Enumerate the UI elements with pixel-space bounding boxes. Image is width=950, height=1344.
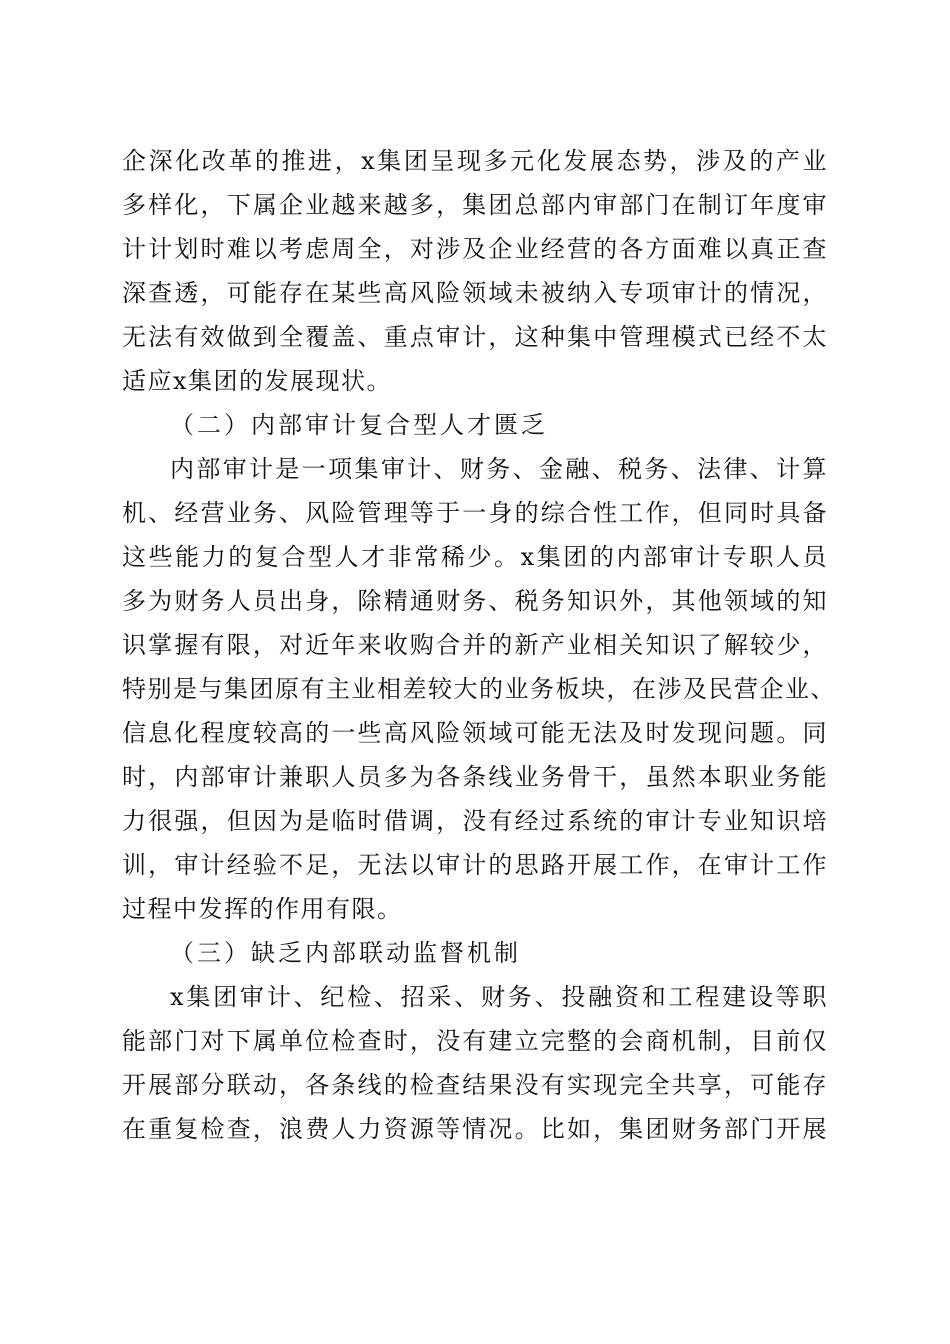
text-line: 深查透，可能存在某些高风险领域未被纳入专项审计的情况， (122, 279, 828, 307)
text-line: 企深化改革的推进，x集团呈现多元化发展态势，涉及的产业 (122, 147, 828, 175)
text-line: 识掌握有限，对近年来收购合并的新产业相关知识了解较少， (122, 631, 828, 659)
text-line: 时，内部审计兼职人员多为各条线业务骨干，虽然本职业务能 (122, 763, 828, 791)
text-line: 无法有效做到全覆盖、重点审计，这种集中管理模式已经不太 (122, 323, 828, 351)
text-line: 计计划时难以考虑周全，对涉及企业经营的各方面难以真正查 (122, 235, 828, 263)
section-heading: （二）内部审计复合型人才匮乏 (170, 411, 548, 439)
text-line: 内部审计是一项集审计、财务、金融、税务、法律、计算 (170, 455, 828, 483)
text-line: 能部门对下属单位检查时，没有建立完整的会商机制，目前仅 (122, 1027, 828, 1055)
text-line: 多为财务人员出身，除精通财务、税务知识外，其他领域的知 (122, 587, 828, 615)
text-line: x集团审计、纪检、招采、财务、投融资和工程建设等职 (170, 983, 828, 1011)
text-line: 多样化，下属企业越来越多，集团总部内审部门在制订年度审 (122, 191, 828, 219)
text-line: 适应x集团的发展现状。 (122, 367, 393, 395)
section-heading: （三）缺乏内部联动监督机制 (170, 939, 521, 967)
text-line: 信息化程度较高的一些高风险领域可能无法及时发现问题。同 (122, 719, 828, 747)
text-line: 过程中发挥的作用有限。 (122, 895, 403, 923)
text-line: 力很强，但因为是临时借调，没有经过系统的审计专业知识培 (122, 807, 828, 835)
text-line: 这些能力的复合型人才非常稀少。x集团的内部审计专职人员 (122, 543, 828, 571)
text-line: 开展部分联动，各条线的检查结果没有实现完全共享，可能存 (122, 1071, 828, 1099)
text-line: 训，审计经验不足，无法以审计的思路开展工作，在审计工作 (122, 851, 828, 879)
text-line: 在重复检查，浪费人力资源等情况。比如，集团财务部门开展 (122, 1115, 828, 1143)
text-line: 特别是与集团原有主业相差较大的业务板块，在涉及民营企业、 (122, 675, 836, 703)
text-line: 机、经营业务、风险管理等于一身的综合性工作，但同时具备 (122, 499, 828, 527)
